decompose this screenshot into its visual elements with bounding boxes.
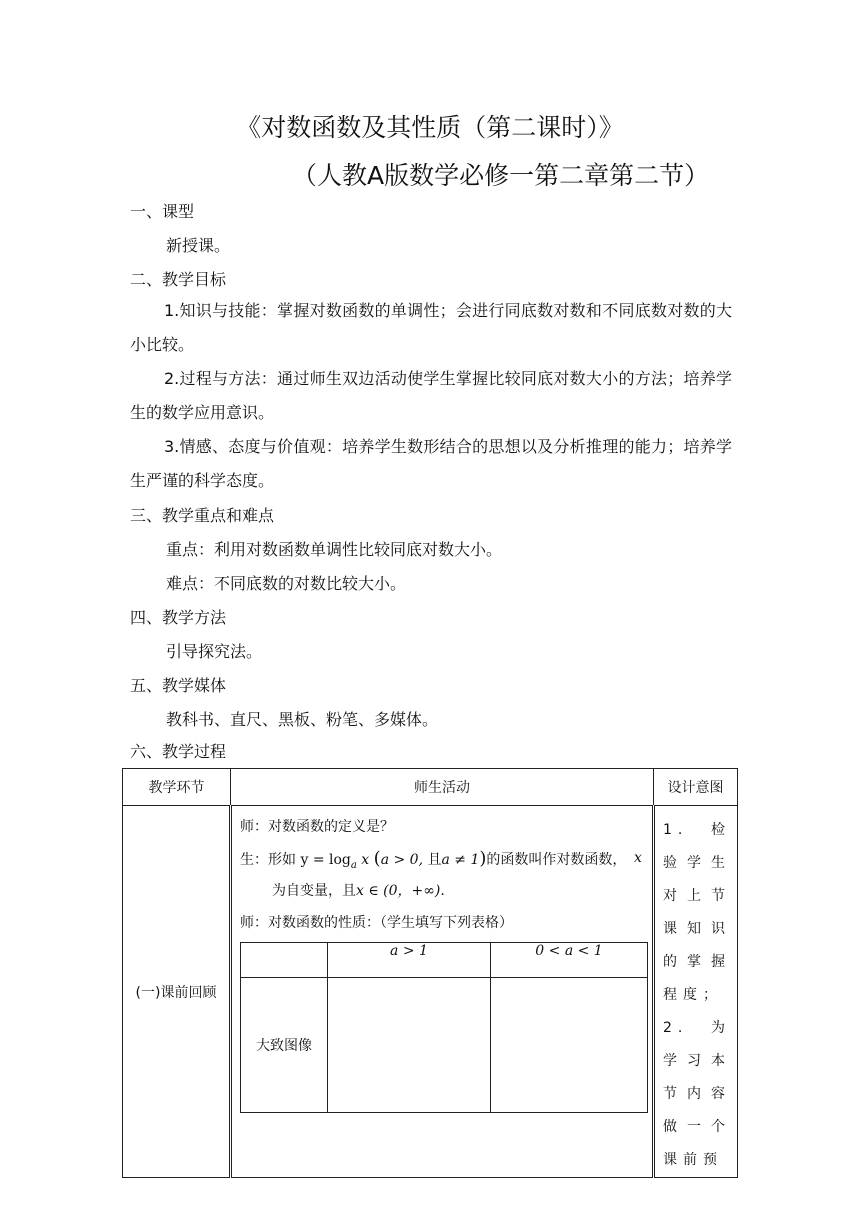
teacher-question-definition: 师：对数函数的定义是？: [240, 819, 394, 835]
header-intent: 设计意图: [654, 769, 738, 806]
answer-suffix: 的函数叫作对数函数，: [486, 852, 627, 868]
variable-x: x: [634, 850, 642, 866]
answer-prefix: 生：形如: [240, 852, 301, 868]
section-heading-course-type: 一、课型: [130, 202, 195, 221]
stage-cell: (一)课前回顾: [123, 806, 231, 1178]
row-label-graph: 大致图像: [241, 978, 328, 1113]
table-header-row: [123, 769, 738, 806]
intent-cell: [654, 806, 738, 1178]
section-heading-media: 五、教学媒体: [130, 676, 227, 695]
column-a-between-zero-one: 0 < a < 1: [491, 943, 648, 978]
formula-x: x: [361, 852, 370, 868]
document-subtitle: （人教A版数学必修一第二章第二节）: [292, 161, 710, 190]
graph-cell-a-greater-one: [328, 978, 491, 1113]
section-heading-process: 六、教学过程: [130, 742, 227, 761]
condition-and: 且: [427, 852, 442, 868]
condition-a-positive: a > 0,: [380, 852, 428, 868]
intent-item: 1. 检验学生对上节课知识的掌握程度；: [663, 822, 731, 1003]
section-heading-objectives: 二、教学目标: [130, 270, 227, 289]
paren-open: (: [373, 848, 381, 869]
graph-cell-a-between-zero-one: [491, 978, 648, 1113]
domain-expression: x ∈ (0，+∞).: [356, 883, 445, 899]
properties-header-row: [241, 943, 648, 978]
header-stage: 教学环节: [123, 769, 231, 806]
paren-close: ): [479, 848, 487, 869]
section-heading-key-points: 三、教学重点和难点: [130, 506, 275, 525]
teaching-process-table: [122, 768, 738, 1178]
properties-table: [240, 942, 648, 1113]
difficulty-text: 难点：不同底数的对数比较大小。: [166, 574, 407, 593]
media-text: 教科书、直尺、黑板、粉笔、多媒体。: [166, 710, 439, 729]
table-row: [123, 806, 738, 1178]
header-activity: 师生活动: [231, 769, 654, 806]
method-text: 引导探究法。: [166, 642, 263, 661]
answer-line2-prefix: 为自变量，且: [272, 883, 356, 899]
key-point-text: 重点：利用对数函数单调性比较同底对数大小。: [166, 540, 503, 559]
activity-cell: [231, 806, 654, 1178]
objective-item: 1.知识与技能：掌握对数函数的单调性；会进行同底数对数和不同底数对数的大小比较。: [130, 301, 732, 354]
objectives-list: [130, 294, 732, 498]
student-answer-line1: [240, 848, 626, 871]
teacher-question-properties: 师：对数函数的性质：（学生填写下列表格）: [240, 915, 513, 931]
column-a-greater-one: a > 1: [328, 943, 491, 978]
document-title: 《对数函数及其性质（第二课时）》: [236, 113, 624, 142]
formula-base: a: [350, 859, 357, 871]
section-heading-method: 四、教学方法: [130, 608, 227, 627]
objective-item: 3.情感、态度与价值观：培养学生数形结合的思想以及分析推理的能力；培养学生严谨的科学态度。: [130, 437, 732, 490]
properties-row-graph: [241, 978, 648, 1113]
objective-item: 2.过程与方法：通过师生双边活动使学生掌握比较同底对数大小的方法；培养学生的数学应用意识。: [130, 369, 732, 422]
properties-corner-cell: [241, 943, 328, 978]
student-answer-line2: [272, 880, 445, 900]
intent-item: 2. 为学习本节内容做一个课前预: [663, 1020, 731, 1168]
formula-log: y = log: [300, 852, 351, 868]
course-type-text: 新授课。: [166, 236, 231, 255]
condition-a-not-one: a ≠ 1: [441, 852, 480, 868]
